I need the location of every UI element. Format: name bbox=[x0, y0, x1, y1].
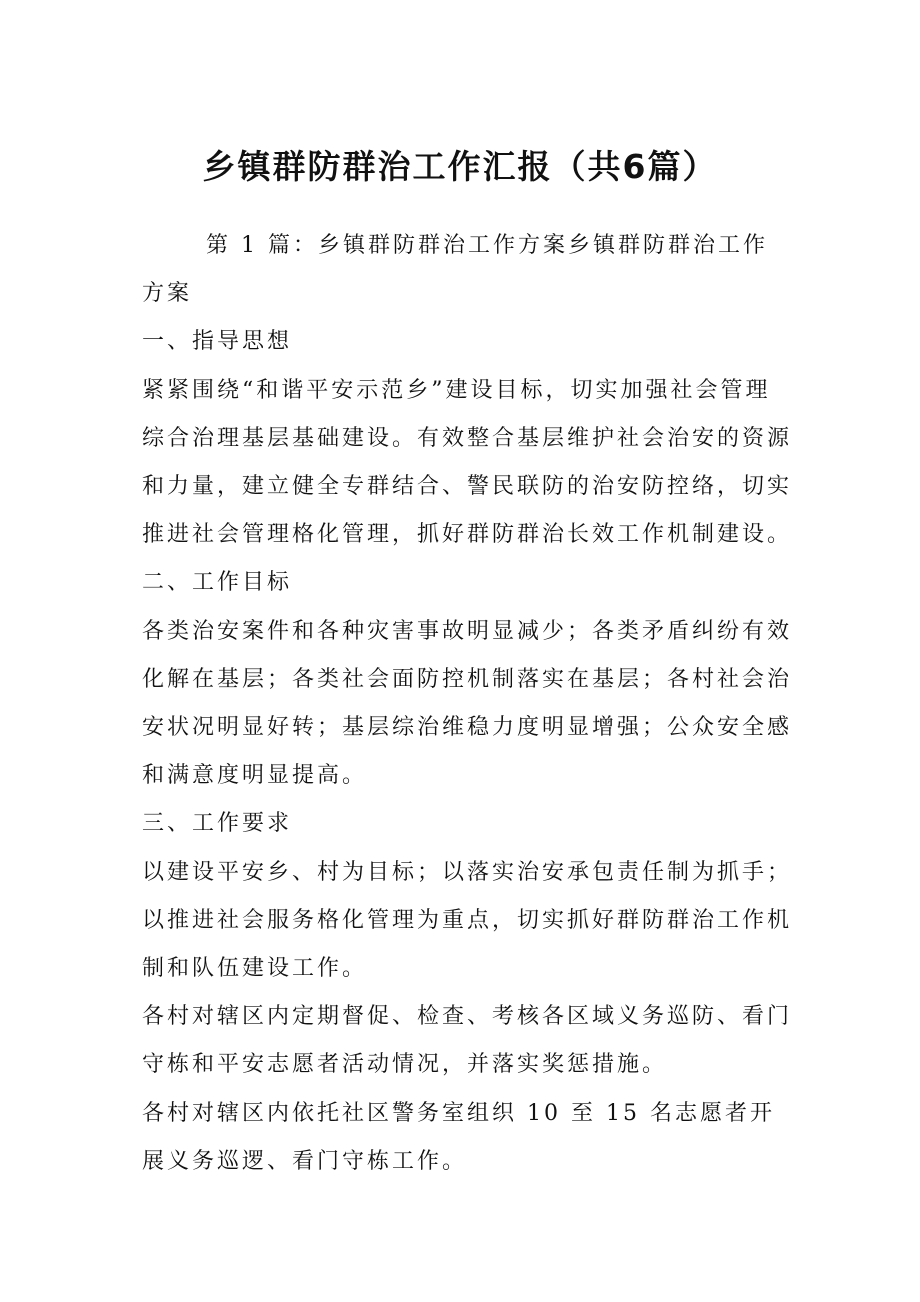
section-heading-work-requirements: 三、工作要求 bbox=[142, 811, 293, 837]
document-body bbox=[142, 222, 792, 1186]
section-heading-guiding-thought: 一、指导思想 bbox=[142, 329, 293, 355]
paragraph-work-requirements: 以建设平安乡、村为目标；以落实治安承包责任制为抓手；以推进社会服务格化管理为重点，切实抓好群防群治工作机制和队伍建设工作。 bbox=[142, 859, 793, 982]
paragraph-chapter-intro: 第 1 篇：乡镇群防群治工作方案乡镇群防群治工作方案 bbox=[142, 233, 768, 307]
paragraph-guiding-thought: 紧紧围绕“和谐平安示范乡”建设目标，切实加强社会管理综合治理基层基础建设。有效整合基层维护社会治安的资源和力量，建立健全专群结合、警民联防的治安防控络，切实推进社会管理格化管理，抓好群防群治长效工作机制建设。 bbox=[142, 377, 793, 548]
paragraph-village-inspection: 各村对辖区内定期督促、检查、考核各区域义务巡防、看门守栋和平安志愿者活动情况，并落实奖惩措施。 bbox=[142, 1004, 793, 1078]
document-title: 乡镇群防群治工作汇报（共6篇） bbox=[202, 147, 718, 186]
paragraph-village-volunteers: 各村对辖区内依托社区警务室组织 10 至 15 名志愿者开展义务巡逻、看门守栋工作。 bbox=[142, 1100, 775, 1174]
paragraph-work-goals: 各类治安案件和各种灾害事故明显减少；各类矛盾纠纷有效化解在基层；各类社会面防控机制落实在基层；各村社会治安状况明显好转；基层综治维稳力度明显增强；公众安全感和满意度明显提高。 bbox=[142, 618, 793, 789]
section-heading-work-goals: 二、工作目标 bbox=[142, 570, 293, 596]
